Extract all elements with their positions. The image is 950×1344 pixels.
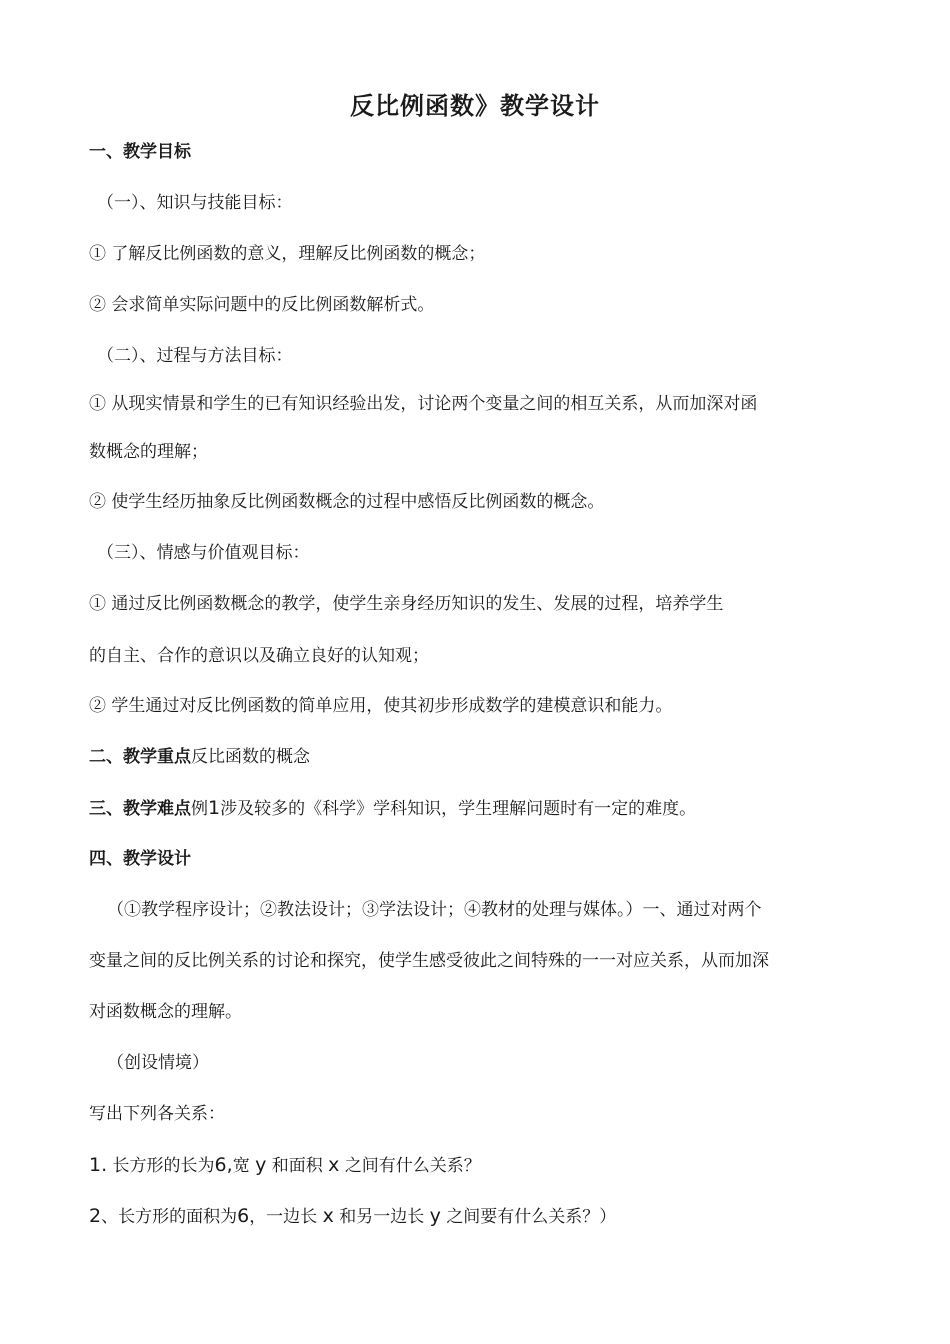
subheading-emotion-values: （三）、情感与价值观目标： [97, 543, 310, 563]
question-2-text: 、长方形的面积为 [101, 1207, 238, 1227]
question-1-text: 和面积 [271, 1156, 323, 1176]
question-2-value: 6 [237, 1205, 250, 1227]
section-heading-key-points: 二、教学重点 [89, 747, 191, 767]
variable-x: x [328, 1154, 340, 1176]
difficulties-text: 涉及较多的《科学》学科知识，学生理解问题时有一定的难度。 [220, 799, 697, 819]
relations-prompt: 写出下列各关系： [89, 1104, 225, 1124]
objective-item: ② 学生通过对反比例函数的简单应用，使其初步形成数学的建模意识和能力。 [89, 696, 673, 716]
design-paragraph-line: 变量之间的反比例关系的讨论和探究，使学生感受彼此之间特殊的一一对应关系，从而加深 [89, 951, 769, 971]
question-1-number: 1. [89, 1154, 108, 1176]
section-heading-design: 四、教学设计 [89, 849, 191, 869]
objective-item: ① 了解反比例函数的意义，理解反比例函数的概念； [89, 244, 486, 264]
question-1 [89, 1153, 481, 1178]
difficulties-line [89, 796, 696, 821]
difficulties-example-number: 1 [208, 797, 221, 819]
objective-item: ① 从现实情景和学生的已有知识经验出发，讨论两个变量之间的相互关系，从而加深对函 [89, 394, 758, 414]
question-2-text: 之间要有什么关系？） [446, 1207, 617, 1227]
section-heading-objectives: 一、教学目标 [89, 142, 191, 162]
question-1-text: 之间有什么关系？ [344, 1156, 481, 1176]
situation-label: （创设情境） [107, 1053, 209, 1073]
key-points-text: 反比函数的概念 [191, 747, 310, 767]
question-2-text: 和另一边长 [339, 1207, 425, 1227]
objective-item: ① 通过反比例函数概念的教学，使学生亲身经历知识的发生、发展的过程，培养学生 [89, 594, 724, 614]
document-title: 反比例函数》教学设计 [350, 92, 600, 120]
question-2-number: 2 [89, 1205, 102, 1227]
objective-item: ② 会求简单实际问题中的反比例函数解析式。 [89, 295, 435, 315]
question-1-value: 6, [214, 1154, 233, 1176]
objective-item-continued: 数概念的理解； [89, 442, 208, 462]
design-paragraph-line: 对函数概念的理解。 [89, 1002, 242, 1022]
subheading-process-method: （二）、过程与方法目标： [97, 346, 293, 366]
section-heading-difficulties: 三、教学难点 [89, 799, 191, 819]
question-1-text: 宽 [232, 1156, 250, 1176]
question-2-text: ，一边长 [249, 1207, 318, 1227]
objective-item-continued: 的自主、合作的意识以及确立良好的认知观； [89, 646, 429, 666]
design-paragraph-line: （①教学程序设计；②教法设计；③学法设计；④教材的处理与媒体。）一、通过对两个 [107, 900, 762, 920]
variable-y: y [255, 1154, 267, 1176]
difficulties-text-pre: 例 [191, 799, 208, 819]
objective-item: ② 使学生经历抽象反比例函数概念的过程中感悟反比例函数的概念。 [89, 492, 605, 512]
variable-y: y [429, 1205, 441, 1227]
subheading-knowledge-skills: （一）、知识与技能目标： [97, 193, 293, 213]
question-2 [89, 1204, 616, 1229]
variable-x: x [322, 1205, 334, 1227]
question-1-text: 长方形的长为 [112, 1156, 215, 1176]
key-points-line [89, 745, 310, 769]
